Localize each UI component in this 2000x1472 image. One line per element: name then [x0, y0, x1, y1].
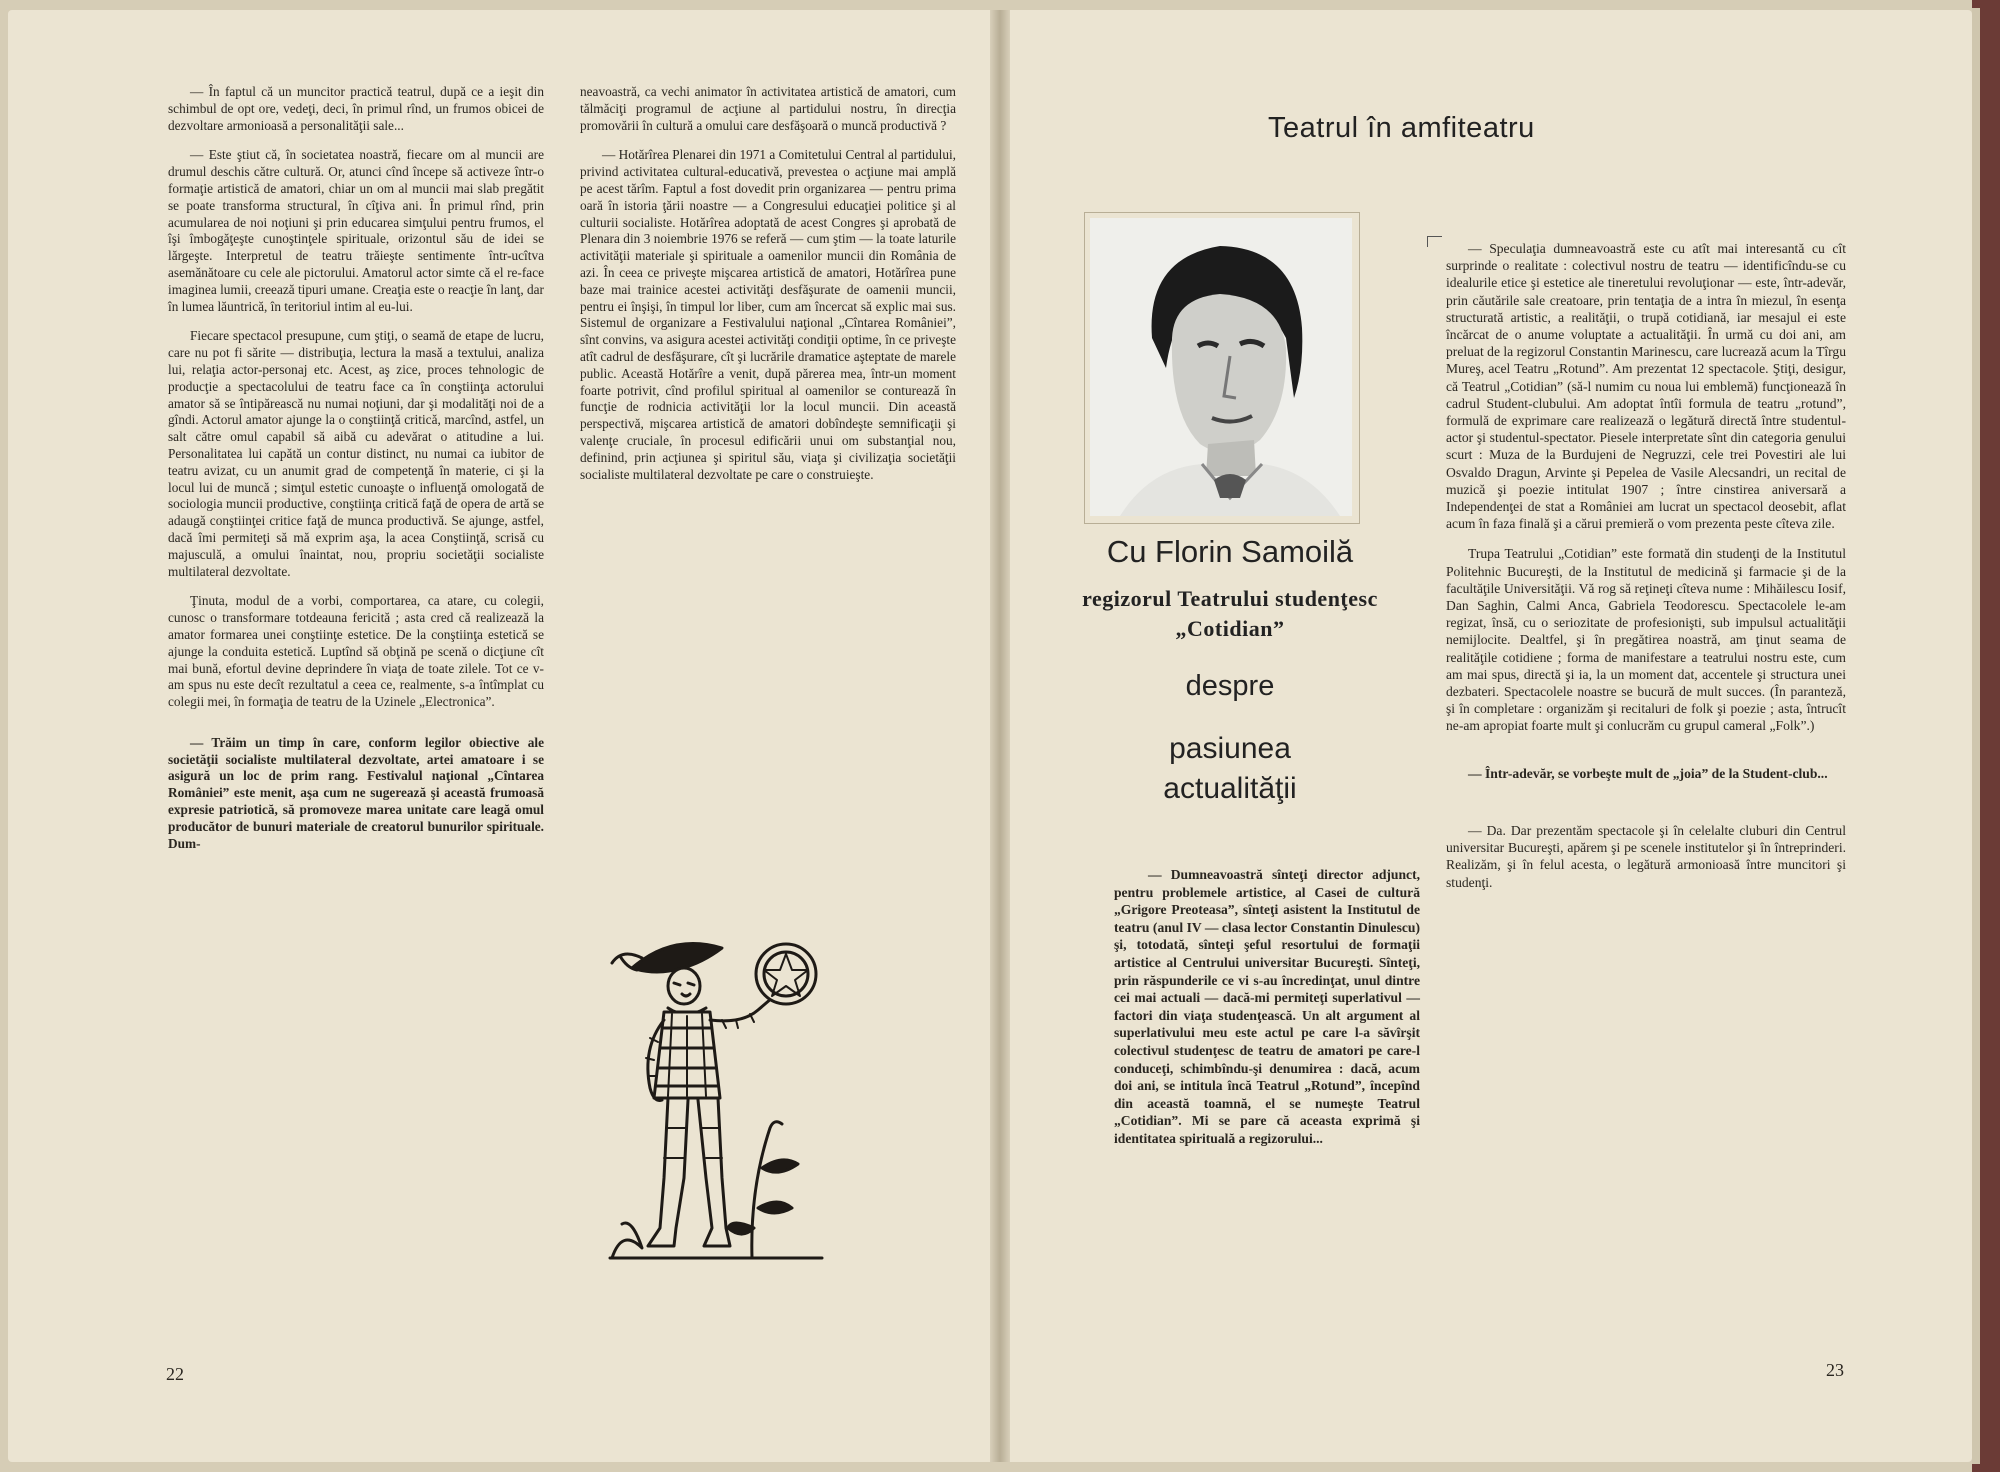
- paragraph: — În faptul că un muncitor practică teatrul, după ce a ieşit din schimbul de opt ore, vedeţi, deci, în primul rînd, un frumos obicei de dezvoltare armonioasă a personalităţii sale...: [168, 84, 544, 133]
- left-column-1: [168, 84, 544, 865]
- headline-topic-2: actualităţii: [1163, 772, 1297, 805]
- right-column-1: [1114, 866, 1420, 1161]
- paragraph: neavoastră, ca vechi animator în activitatea artistică de amatori, cum tălmăciţi programul de acţiune al partidului nostru, în direcţia promovării în cultură a omului care desfăşoară o muncă productivă ?: [580, 84, 956, 133]
- page-number: 22: [166, 1364, 184, 1384]
- page-number: 23: [1826, 1360, 1844, 1380]
- woodcut-illustration: [602, 928, 832, 1268]
- interview-question: — Într-adevăr, se vorbeşte mult de „joia” de la Student-club...: [1468, 765, 1828, 781]
- paragraph: — Hotărîrea Plenarei din 1971 a Comitetului Central al partidului, privind activitatea cultural-educativă, prevestea o acţiune mai amplă pe acest tărîm. Faptul a fost dovedit prin organizarea — pentru prima oară în istoria ţării noastre — a Congresului educaţiei politice şi al culturii socialiste. Hotărîrea adoptată de acest Congres şi aprobată de Plenara din 3 noiembrie 1976 se referă — cum ştim — la toate laturile activităţii materiale şi spirituale a oamenilor muncii din România de azi. În ceea ce priveşte mişcarea artistică de amatori, Hotărîrea pune baze mai trainice acestei activităţi desfăşurate de oamenii muncii, pentru ei înşişi, în timpul lor liber, cum am încercat să explic mai sus. Sistemul de organizare a Festivalului naţional „Cîntarea României”, sînt convins, va asigura acestei activităţi condiţii optime, în ce priveşte atît cadrul de desfăşurare, cît şi lucrările dramatice aşteptate de marele public. Această Hotărîre a venit, după părerea mea, într-un moment foarte potrivit, cînd profilul spiritual al oamenilor se conturează în funcţie de rodnicia activităţii lor la locul muncii. Din această perspectivă, mişcarea artistică de amatori dobîndeşte semnificaţii şi valenţe cruciale, în procesul edificării unui om substanţial nou, definind, prin acţiunea şi spiritul său, viaţa şi civilizaţia societăţii socialiste multilateral dezvoltate pe care o construieşte.: [580, 147, 956, 482]
- paragraph: Trupa Teatrului „Cotidian” este formată din studenţi de la Institutul Politehnic Bucureşti, de la Institutul de medicină şi farmacie şi de la facultăţile Universităţii. Vă rog să reţineţi cîteva nume : Mihăilescu Iosif, Dan Saghin, Calmi Anca, Gabriela Teodorescu. Spectacolele le-am regizat, însă, cu o seriozitate de profesionişti, sub impulsul actualităţii nemijlocite. Dealtfel, şi în pregătirea noastră, am ţinut seama de realităţile cotidiene ; forma de manifestare a teatrului nostru este, cum am mai spus, directă şi ia, la un moment dat, accentele şi structura unei dezbateri. Spectacolele noastre se bucură de mult succes. (În paranteză, şi în completare : organizăm şi recitaluri de folk şi poezie ; asta, întrucît ne-am apropiat foarte mult şi conlucrăm cu grupul cameral „Folk”.): [1446, 546, 1846, 734]
- paragraph: Ţinuta, modul de a vorbi, comportarea, ca atare, cu colegii, cunosc o transformare totdeauna fericită ; asta cred că realizează la amator formarea unei conştiinţe estetice. De la conştiinţa estetică se ajunge la conduita estetică. Luptînd să obţină pe scenă o dicţiune cît mai bună, efortul devine deprindere în viaţa de toate zilele. Tot ce v-am spus nu este decît rezultatul a ceea ce, realmente, s-a întîmplat cu colegii mei, în formaţia de teatru de la Uzinele „Electronica”.: [168, 593, 544, 710]
- page-edges: [1972, 8, 1980, 1464]
- left-column-2: [580, 84, 956, 496]
- book-gutter: [990, 10, 1010, 1462]
- headline-topic-1: pasiunea: [1169, 732, 1291, 765]
- corner-mark: [1427, 236, 1442, 247]
- right-column-2: [1446, 240, 1846, 904]
- paragraph: — Da. Dar prezentăm spectacole şi în celelalte cluburi din Centrul universitar Bucureşti, apărem şi pe scenele institutelor şi în întreprinderi. Realizăm, şi în felul acesta, o legătură armonioasă între muncitori şi studenţi.: [1446, 822, 1846, 890]
- headline-despre: despre: [1185, 670, 1275, 702]
- paragraph: — Speculaţia dumneavoastră este cu atît mai interesantă cu cît surprinde o realitate : colectivul nostru de teatru — identificîndu-se cu idealurile etice şi estetice ale tineretului revoluţionar — este, într-adevăr, prin căutările sale creatoare, prin tentaţia de a intra în miezul, în esenţa structurată artistic, a realităţii, o trupă cotidiană, iar mesajul ei este încărcat de o anume voluptate a actualităţii. În urmă cu doi ani, am preluat de la regizorul Constantin Marinescu, care lucrează acum la Tîrgu Mureş, acel Teatru „Rotund”. Am prezentat 12 spectacole. Ştiţi, desigur, că Teatrul „Cotidian” (să-l numim cu noua lui emblemă) funcţionează în cadrul Student-clubului. Am adoptat întîi formula de teatru „rotund”, formulă de exprimare care realizează o legătură directă între studentul-actor şi studentul-spectator. Piesele interpretate sînt din categoria genului scurt : Muza de la Burdujeni de Negruzzi, cele trei Povestiri ale lui Osvaldo Dragun, Arvinte şi Pepelea de Vasile Alecsandri, un recital de muzică şi poezie intitulat 1907 ; între cinstirea aniversară a Independenţei de stat a României am lucrat un spectacol deosebit, aflat acum în faza finală şi a cărui premieră o vom prezenta peste cîteva zile.: [1446, 241, 1846, 532]
- headline-subtitle: regizorul Teatrului studenţesc: [1082, 586, 1378, 611]
- interview-question: — Trăim un timp în care, conform legilor obiective ale societăţii socialiste multilateral dezvoltate, artei amatoare i se asigură un loc de prim rang. Festivalul naţional „Cîntarea României” este menit, aşa cum ne sugerează şi această frumoasă expresie patriotică, să promoveze marea unitate care leagă omul producător de bunuri materiale de creatorul bunurilor spirituale. Dum-: [168, 734, 544, 851]
- paragraph: — Este ştiut că, în societatea noastră, fiecare om al muncii are drumul deschis către cultură. Or, atunci cînd începe să activeze într-o formaţie artistică de amatori, chiar un om al muncii mai slab pregătit se poate transforma structural, în cîţiva ani. În primul rînd, prin acumularea de noi noţiuni şi prin educarea simţului pentru frumos, el îşi îmbogăţeşte cunoştinţele spirituale, orizontul său de idei se lărgeşte. Interpretul de teatru trăieşte sentimente într-ucîtva asemănătoare cu cele ale pictorului. Amatorul actor simte că el re-face imaginea lumii, creează tipuri umane. Creaţia este o reacţie în lanţ, dar în lumea lăuntrică, în teritoriul intim al eu-lui.: [168, 147, 544, 314]
- headline-theatre-name: „Cotidian”: [1175, 616, 1285, 641]
- interview-question: — Dumneavoastră sînteţi director adjunct, pentru problemele artistice, al Casei de cultură „Grigore Preoteasa”, sînteţi asistent la Institutul de teatru (anul IV — clasa lector Constantin Dinulescu) şi, totodată, sînteţi şeful resortului de formaţii artistice al Centrului universitar Bucureşti. Sînteţi, prin răspunderile ce vi s-au încredinţat, unul dintre cei mai actuali — dacă-mi permiteţi superlativul — factori din viaţa studenţească. Un alt argument al superlativului meu este actul pe care l-a săvîrşit colectivul studenţesc de teatru de amatori pe care-l conduceţi, schimbîndu-şi denumirea : dacă, acum doi ani, se intitula încă Teatrul „Rotund”, începînd din această toamnă, el se numeşte Teatrul „Cotidian”. Mi se pare că aceasta exprimă şi identitatea spirituală a regizorului...: [1114, 867, 1420, 1146]
- section-title: Teatrul în amfiteatru: [1268, 112, 1535, 144]
- portrait-photo: [1090, 218, 1352, 516]
- headline-name: Cu Florin Samoilă: [1106, 534, 1354, 569]
- paragraph: Fiecare spectacol presupune, cum ştiţi, o seamă de etape de lucru, care nu pot fi sărite — distribuţia, lectura la masă a textului, analiza lui, relaţia actor-personaj etc. Acest, aş zice, proces tehnologic de producţie a spectacolului de teatru face ca în conştiinţa actorului amator să se întipărească nu numai noţiuni, dar şi modalităţi noi de a gîndi. Actorul amator ajunge la o conştiinţă critică, marcînd, astfel, un salt către omul capabil să aibă cu adevărat o atitudine a lui. Personalitatea lui capătă un contur distinct, nu numai ca iubitor de teatru avizat, cu un anumit grad de competenţă în materie, ci şi la locul lui de muncă ; simţul estetic cunoaşte o influenţă omologată de sociologia muncii productive, conştiinţa critică faţă de opera de artă se adaugă conştiinţei critice faţă de munca productivă. Se ajunge, astfel, dacă îmi permiteţi să mă exprim aşa, la acea Conştiinţă, scrisă cu majusculă, a omului înaintat, nou, propriu societăţii socialiste multilateral dezvoltate.: [168, 328, 544, 579]
